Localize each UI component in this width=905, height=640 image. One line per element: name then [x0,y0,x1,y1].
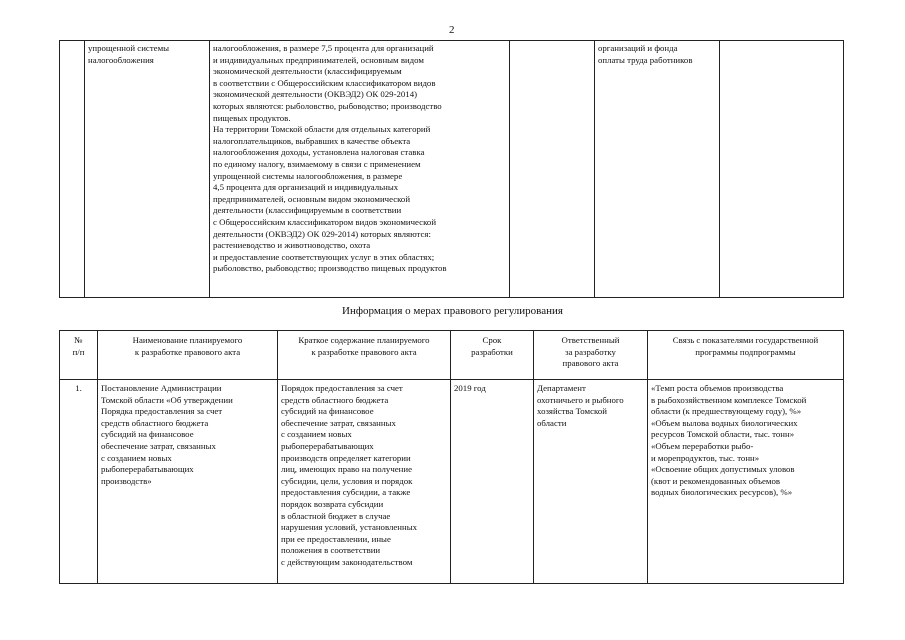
text-line: обеспечение затрат, связанных [101,440,216,451]
text-line: № [74,335,83,345]
text-line: Постановление Администрации [101,383,222,393]
text-line: с действующим законодательством [281,556,413,567]
table-row [60,380,844,584]
text-line: Наименование планируемого [132,335,243,345]
text-line: лиц, имеющих право на получение [281,464,412,475]
text-line: рыбоперерабатывающих [281,440,374,451]
text-line: с Общероссийским классификатором видов экономической [213,216,437,227]
text-line: водных биологических ресурсов), %» [651,487,793,498]
text-line: деятельности (ОКВЭД2) ОК 029-2014) которых являются: [213,228,431,239]
text-line: хозяйства Томской [537,406,607,417]
act-summary-cell [278,380,451,584]
text-line: субсидий на финансовое [281,406,374,417]
indicators-cell [648,380,844,584]
tax-regime-cell [85,41,210,298]
text-line: за разработку [565,346,616,357]
text-line: области [537,417,567,428]
text-line: Связь с показателями государственной [672,335,819,345]
text-line: Срок [482,335,502,345]
text-line: рыболовство, рыбоводство; производство пищевых продуктов [213,263,447,274]
text-line: Департамент [537,383,586,393]
cell-empty [720,41,844,298]
regulatory-measures-table [59,330,844,584]
text-line: экономической деятельности (ОКВЭД2) ОК 029-2014) [213,89,418,100]
text-line: в рыбохозяйственном комплексе Томской [651,394,807,405]
text-line: Порядка предоставления за счет [101,406,223,417]
text-line: «Объем переработки рыбо- [651,440,754,451]
responsible-cell [534,380,648,584]
row-number: 1. [60,380,98,584]
text-line: области (к предшествующему году), %» [651,406,802,417]
text-line: нарушения условий, установленных [281,522,418,533]
text-line: Ответственный [561,335,620,345]
cell-empty [510,41,595,298]
text-line: субсидий на финансовое [101,429,194,440]
text-line: положения в соответствии [281,545,381,556]
deadline-cell: 2019 год [451,380,534,584]
header-indicators [648,331,844,380]
text-line: ресурсов Томской области, тыс. тонн» [651,429,795,440]
text-line: растениеводство и животноводство, охота [213,240,371,251]
header-responsible [534,331,648,380]
text-line: упрощенной системы [88,43,170,53]
table-row [60,41,844,298]
text-line: деятельности (классифицируемым в соответствии [213,205,402,216]
text-line: Томской области «Об утверждении [101,394,233,405]
text-line: налогообложения, в размере 7,5 процента для организаций [213,43,434,53]
section-title: Информация о мерах правового регулирования [342,305,563,317]
text-line: налогообложения [88,54,154,65]
text-line: оплаты труда работников [598,54,693,65]
text-line: субсидии, цели, условия и порядок [281,475,413,486]
text-line: рыбоперерабатывающих [101,464,194,475]
header-act-name [98,331,278,380]
text-line: к разработке правового акта [134,346,241,357]
text-line: с созданием новых [101,452,172,463]
page-number: 2 [449,24,455,36]
text-line: правового акта [562,358,619,369]
text-line: производств» [101,475,152,486]
beneficiaries-cell [595,41,720,298]
text-line: средств областного бюджета [281,394,389,405]
header-act-summary [278,331,451,380]
text-line: экономической деятельности (классифицируемым [213,66,402,77]
text-line: обеспечение затрат, связанных [281,417,396,428]
header-number [60,331,98,380]
continued-tax-table [59,40,844,298]
text-line: «Темп роста объемов производства [651,383,784,393]
text-line: в соответствии с Общероссийским классификатором видов [213,77,436,88]
text-line: пищевых продуктов. [213,112,291,123]
cell-empty [60,41,85,298]
table-header-row [60,331,844,380]
text-line: программы подпрограммы [695,346,796,357]
text-line: средств областного бюджета [101,417,209,428]
text-line: и морепродуктов, тыс. тонн» [651,452,760,463]
text-line: организаций и фонда [598,43,678,53]
text-line: налогоплательщиков, выбравших в качестве объекта [213,135,411,146]
text-line: производств определяет категории [281,452,411,463]
text-line: (квот и рекомендованных объемов [651,475,781,486]
text-line: предпринимателей, основным видом экономической [213,193,411,204]
text-line: по единому налогу, взимаемому в связи с применением [213,158,421,169]
tax-description-cell [210,41,510,298]
text-line: охотничьего и рыбного [537,394,624,405]
text-line: налогообложения доходы, установлена налоговая ставка [213,147,425,158]
text-line: с созданием новых [281,429,352,440]
text-line: п/п [72,346,85,357]
act-name-cell [98,380,278,584]
text-line: Краткое содержание планируемого [298,335,430,345]
text-line: которых являются: рыболовство, рыбоводство; производство [213,100,442,111]
text-line: к разработке правового акта [311,346,417,357]
text-line: предоставления субсидии, а также [281,487,411,498]
text-line: упрощенной системы налогообложения, в размере [213,170,403,181]
text-line: и предоставление соответствующих услуг в этих областях; [213,251,435,262]
text-line: «Освоение общих допустимых уловов [651,464,795,475]
header-deadline [451,331,534,380]
text-line: «Объем вылова водных биологических [651,417,798,428]
text-line: разработки [471,346,513,357]
text-line: и индивидуальных предпринимателей, основным видом [213,54,424,65]
text-line: в областной бюджет в случае [281,510,391,521]
text-line: порядок возврата субсидии [281,498,384,509]
text-line: На территории Томской области для отдельных категорий [213,124,431,135]
text-line: 4,5 процента для организаций и индивидуальных [213,182,399,193]
text-line: при ее предоставлении, иные [281,533,391,544]
text-line: Порядок предоставления за счет [281,383,403,393]
